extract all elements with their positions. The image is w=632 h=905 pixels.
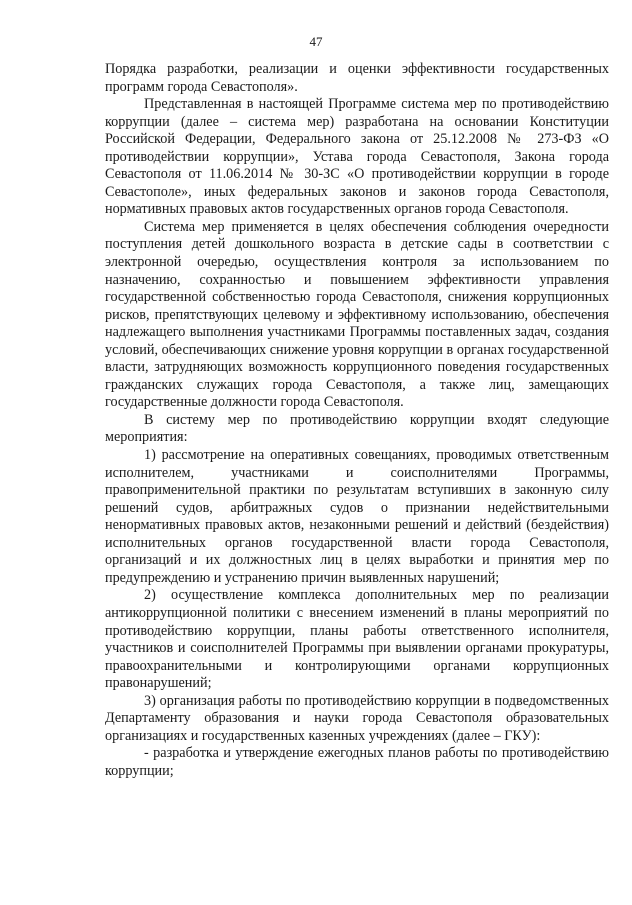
list-item-3: 3) организация работы по противодействию коррупции в подведомственных Департаменту образования и науки города Севастополя образовательных организациях и государственных казенных учреждениях (далее – ГКУ): (105, 692, 609, 744)
paragraph-program-order: Порядка разработки, реализации и оценки эффективности государственных программ города Севастополя». (105, 61, 609, 95)
page-number: 47 (309, 34, 323, 49)
document-body (105, 61, 609, 780)
list-item-1: 1) рассмотрение на оперативных совещаниях, проводимых ответственным исполнителем, участниками и соисполнителями Программы, правоприменительной практики по результатам вступивших в законную силу решений судов, арбитражных судов о признании недействительными ненормативных правовых актов, незаконными решений и действий (бездействия) исполнительных органов государственной власти города Севастополя, организаций и их должностных лиц в целях выработки и принятия мер по предупреждению и устранению причин выявленных нарушений; (105, 447, 609, 586)
list-item-2: 2) осуществление комплекса дополнительных мер по реализации антикоррупционной политики с внесением изменений в планы мероприятий по противодействию коррупции, планы работы ответственного исполнителя, участников и соисполнителей Программы при выявлении органами прокуратуры, правоохранительными и контролирующими органами коррупционных правонарушений; (105, 587, 609, 692)
paragraph-system-basis: Представленная в настоящей Программе система мер по противодействию коррупции (далее – система мер) разработана на основании Конституции Российской Федерации, Федерального закона от 25.12.2008 № 273-ФЗ «О противодействии коррупции», Устава города Севастополя, Закона города Севастополя от 11.06.2014 № 30-ЗС «О противодействии коррупции в городе Севастополе», иных федеральных законов и законов города Севастополя, нормативных правовых актов государственных органов города Севастополя. (105, 96, 609, 218)
paragraph-system-purpose: Система мер применяется в целях обеспечения соблюдения очередности поступления детей дошкольного возраста в детские сады в соответствии с электронной очередью, осуществления контроля за использованием по назначению, сохранностью и повышением эффективности управления государственной собственностью города Севастополя, снижения коррупционных рисков, препятствующих целевому и эффективному использованию, обеспечения надлежащего выполнения участниками Программы поставленных задач, создания условий, обеспечивающих снижение уровня коррупции в органах государственной власти, затрудняющих возможность коррупционного поведения государственных гражданских служащих города Севастополя, а также лиц, замещающих государственные должности города Севастополя. (105, 218, 609, 411)
sub-item-plans: - разработка и утверждение ежегодных планов работы по противодействию коррупции; (105, 745, 609, 779)
paragraph-measures-intro: В систему мер по противодействию коррупции входят следующие мероприятия: (105, 411, 609, 446)
